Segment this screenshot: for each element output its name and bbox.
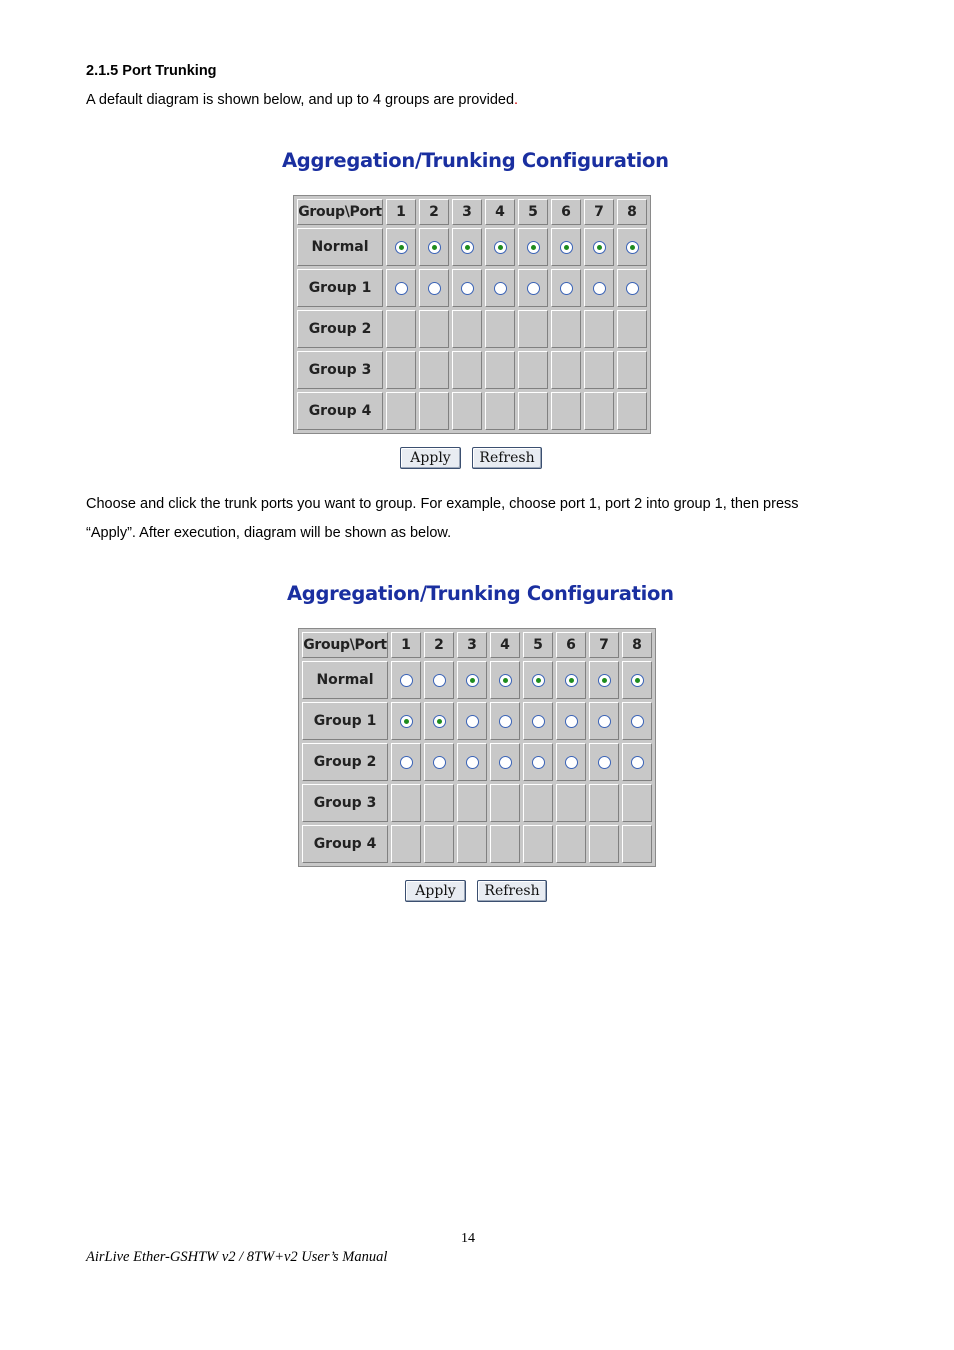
apply-button[interactable]: Apply [405,880,466,902]
cell-group-3-port-7 [589,784,619,822]
radio-normal-port-3[interactable] [466,674,479,687]
cell-normal-port-1 [386,228,416,266]
row-group-3 [297,351,647,389]
cell-normal-port-2 [424,661,454,699]
cell-group-3-port-4 [490,784,520,822]
cell-group-3-port-2 [419,351,449,389]
cell-normal-port-7 [584,228,614,266]
cell-normal-port-4 [490,661,520,699]
radio-normal-port-4[interactable] [494,241,507,254]
port-header-5: 5 [523,632,553,658]
row-label-group-4: Group 4 [297,392,383,430]
group-port-header: Group\Port [297,199,383,225]
cell-group-1-port-6 [556,702,586,740]
row-label-group-3: Group 3 [297,351,383,389]
radio-group-2-port-6[interactable] [565,756,578,769]
radio-normal-port-5[interactable] [532,674,545,687]
port-header-7: 7 [584,199,614,225]
cell-group-3-port-5 [518,351,548,389]
cell-group-1-port-7 [584,269,614,307]
cell-group-1-port-1 [386,269,416,307]
port-header-8: 8 [617,199,647,225]
manual-footer: AirLive Ether-GSHTW v2 / 8TW+v2 User’s Manual [86,1249,388,1265]
cell-normal-port-3 [452,228,482,266]
radio-group-1-port-6[interactable] [565,715,578,728]
cell-normal-port-1 [391,661,421,699]
cell-group-1-port-8 [617,269,647,307]
row-group-3 [302,784,652,822]
radio-group-1-port-2[interactable] [433,715,446,728]
port-header-2: 2 [424,632,454,658]
cell-group-2-port-8 [617,310,647,348]
cell-group-4-port-7 [584,392,614,430]
cell-group-4-port-4 [485,392,515,430]
cell-group-3-port-8 [617,351,647,389]
port-header-4: 4 [490,632,520,658]
row-group-2 [297,310,647,348]
row-group-1 [302,702,652,740]
cell-normal-port-4 [485,228,515,266]
row-label-group-2: Group 2 [297,310,383,348]
cell-group-3-port-4 [485,351,515,389]
instruction-line-2: “Apply”. After execution, diagram will be shown as below. [86,525,452,541]
header-row [297,199,647,225]
radio-group-2-port-4[interactable] [499,756,512,769]
cell-group-1-port-3 [452,269,482,307]
radio-normal-port-8[interactable] [631,674,644,687]
cell-group-4-port-7 [589,825,619,863]
apply-button[interactable]: Apply [400,447,461,469]
radio-group-1-port-3[interactable] [461,282,474,295]
group-port-header: Group\Port [302,632,388,658]
radio-group-1-port-8[interactable] [631,715,644,728]
page-number: 14 [461,1231,475,1246]
cell-group-3-port-3 [452,351,482,389]
radio-normal-port-4[interactable] [499,674,512,687]
cell-group-3-port-7 [584,351,614,389]
radio-group-1-port-3[interactable] [466,715,479,728]
row-group-4 [302,825,652,863]
radio-group-2-port-2[interactable] [433,756,446,769]
radio-normal-port-7[interactable] [593,241,606,254]
cell-group-3-port-1 [391,784,421,822]
cell-group-1-port-6 [551,269,581,307]
radio-normal-port-5[interactable] [527,241,540,254]
port-header-1: 1 [386,199,416,225]
cell-group-1-port-1 [391,702,421,740]
cell-group-3-port-6 [556,784,586,822]
row-label-group-4: Group 4 [302,825,388,863]
cell-normal-port-6 [551,228,581,266]
radio-group-1-port-5[interactable] [532,715,545,728]
cell-group-1-port-2 [419,269,449,307]
row-label-group-3: Group 3 [302,784,388,822]
port-header-2: 2 [419,199,449,225]
radio-group-1-port-1[interactable] [395,282,408,295]
cell-group-2-port-1 [386,310,416,348]
radio-normal-port-6[interactable] [560,241,573,254]
cell-group-2-port-7 [589,743,619,781]
cell-group-3-port-5 [523,784,553,822]
port-header-7: 7 [589,632,619,658]
cell-group-2-port-4 [485,310,515,348]
radio-group-1-port-5[interactable] [527,282,540,295]
radio-group-1-port-7[interactable] [598,715,611,728]
cell-normal-port-8 [622,661,652,699]
cell-group-1-port-3 [457,702,487,740]
cell-group-4-port-1 [386,392,416,430]
cell-group-3-port-2 [424,784,454,822]
intro-text: A default diagram is shown below, and up to 4 groups are provided [86,92,515,108]
cell-group-2-port-8 [622,743,652,781]
cell-normal-port-7 [589,661,619,699]
port-header-6: 6 [556,632,586,658]
cell-group-3-port-1 [386,351,416,389]
intro-period: . [514,92,519,108]
panel-2-title: Aggregation/Trunking Configuration [287,582,674,605]
cell-normal-port-3 [457,661,487,699]
row-group-4 [297,392,647,430]
cell-group-2-port-5 [518,310,548,348]
refresh-button[interactable]: Refresh [477,880,547,902]
radio-group-1-port-4[interactable] [499,715,512,728]
row-label-group-1: Group 1 [297,269,383,307]
cell-group-4-port-6 [551,392,581,430]
cell-group-1-port-8 [622,702,652,740]
port-header-3: 3 [452,199,482,225]
cell-group-4-port-1 [391,825,421,863]
row-normal [297,228,647,266]
port-header-8: 8 [622,632,652,658]
row-normal [302,661,652,699]
cell-group-4-port-2 [419,392,449,430]
row-group-2 [302,743,652,781]
cell-normal-port-6 [556,661,586,699]
cell-group-2-port-4 [490,743,520,781]
instruction-paragraph [86,490,886,548]
radio-normal-port-2[interactable] [433,674,446,687]
cell-group-1-port-5 [523,702,553,740]
section-heading: 2.1.5 Port Trunking [86,63,217,79]
header-row [302,632,652,658]
cell-normal-port-2 [419,228,449,266]
radio-normal-port-7[interactable] [598,674,611,687]
cell-group-2-port-5 [523,743,553,781]
refresh-button[interactable]: Refresh [472,447,542,469]
cell-group-2-port-2 [419,310,449,348]
radio-normal-port-1[interactable] [400,674,413,687]
row-group-1 [297,269,647,307]
radio-group-2-port-8[interactable] [631,756,644,769]
cell-group-4-port-3 [457,825,487,863]
radio-normal-port-2[interactable] [428,241,441,254]
cell-group-3-port-8 [622,784,652,822]
panel-1-title: Aggregation/Trunking Configuration [282,149,669,172]
cell-group-1-port-7 [589,702,619,740]
radio-group-1-port-7[interactable] [593,282,606,295]
radio-group-1-port-4[interactable] [494,282,507,295]
cell-group-4-port-2 [424,825,454,863]
radio-group-2-port-7[interactable] [598,756,611,769]
cell-group-4-port-8 [622,825,652,863]
cell-group-2-port-3 [452,310,482,348]
cell-normal-port-8 [617,228,647,266]
port-header-3: 3 [457,632,487,658]
port-header-1: 1 [391,632,421,658]
cell-group-1-port-2 [424,702,454,740]
row-label-normal: Normal [297,228,383,266]
cell-group-4-port-6 [556,825,586,863]
cell-group-1-port-5 [518,269,548,307]
row-label-group-2: Group 2 [302,743,388,781]
cell-group-2-port-1 [391,743,421,781]
cell-group-4-port-3 [452,392,482,430]
cell-group-2-port-6 [551,310,581,348]
cell-group-1-port-4 [485,269,515,307]
port-header-6: 6 [551,199,581,225]
radio-group-2-port-5[interactable] [532,756,545,769]
cell-group-2-port-2 [424,743,454,781]
port-header-4: 4 [485,199,515,225]
cell-group-4-port-5 [523,825,553,863]
radio-group-2-port-3[interactable] [466,756,479,769]
row-label-group-1: Group 1 [302,702,388,740]
radio-group-1-port-6[interactable] [560,282,573,295]
radio-group-1-port-1[interactable] [400,715,413,728]
instruction-line-1: Choose and click the trunk ports you want to group. For example, choose port 1, port 2 into group 1, then press [86,496,799,512]
row-label-normal: Normal [302,661,388,699]
radio-group-1-port-2[interactable] [428,282,441,295]
radio-group-1-port-8[interactable] [626,282,639,295]
cell-group-3-port-3 [457,784,487,822]
intro-paragraph [86,86,886,115]
cell-group-1-port-4 [490,702,520,740]
radio-normal-port-1[interactable] [395,241,408,254]
cell-group-2-port-3 [457,743,487,781]
cell-group-4-port-8 [617,392,647,430]
cell-group-4-port-4 [490,825,520,863]
radio-normal-port-8[interactable] [626,241,639,254]
port-header-5: 5 [518,199,548,225]
radio-normal-port-6[interactable] [565,674,578,687]
radio-normal-port-3[interactable] [461,241,474,254]
trunk-table-default [293,195,651,434]
cell-normal-port-5 [523,661,553,699]
cell-normal-port-5 [518,228,548,266]
cell-group-2-port-6 [556,743,586,781]
trunk-table-after-apply [298,628,656,867]
cell-group-4-port-5 [518,392,548,430]
cell-group-3-port-6 [551,351,581,389]
cell-group-2-port-7 [584,310,614,348]
radio-group-2-port-1[interactable] [400,756,413,769]
